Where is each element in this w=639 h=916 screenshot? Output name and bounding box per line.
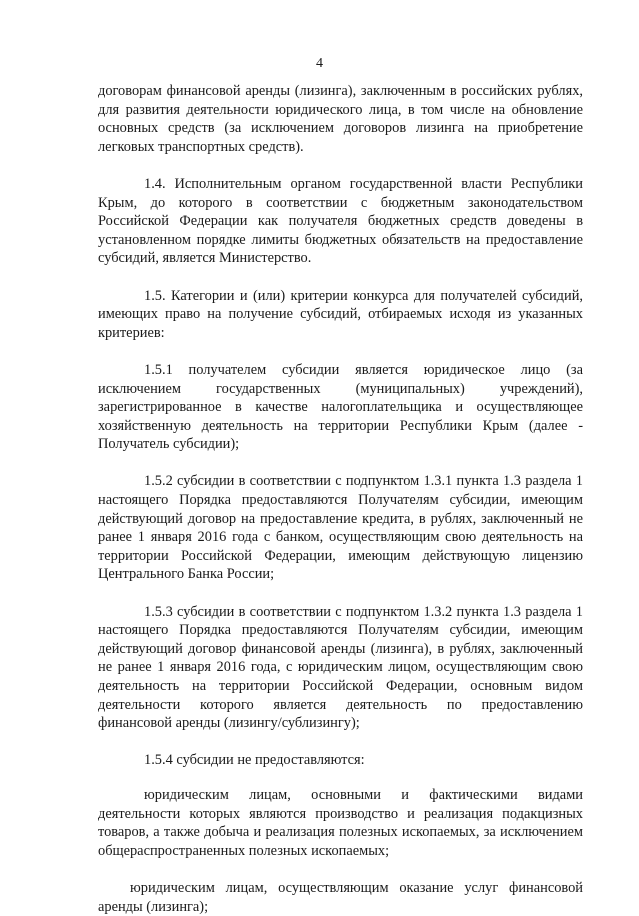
text-line: юридическим лицам, осуществляющим оказание услуг финансовой (130, 879, 583, 896)
text-line: деятельности которого является деятельность по предоставлению (98, 696, 583, 713)
text-line: договорам финансовой аренды (лизинга), заключенным в российских рублях, (98, 83, 583, 99)
paragraph-p6 (98, 751, 583, 770)
text-line: настоящего Порядка предоставляются Получателям субсидии, имеющим (98, 622, 583, 639)
text-line: 1.5.3 субсидии в соответствии с подпунктом 1.3.2 пункта 1.3 раздела 1 (144, 603, 583, 620)
text-line: Центрального Банка России; (98, 566, 275, 583)
paragraph-p2 (98, 287, 583, 343)
text-line: территории Российской Федерации, имеющим действующую лицензию (98, 547, 583, 564)
paragraph-p1 (98, 175, 583, 268)
text-line: критериев: (98, 324, 165, 341)
text-line: настоящего Порядка предоставляются Получателям субсидии, имеющим (98, 492, 583, 509)
text-line: товаров, а также добыча и реализация полезных ископаемых, за исключением (98, 824, 583, 841)
paragraph-p3 (98, 361, 583, 454)
text-line: общераспространенных полезных ископаемых; (98, 842, 390, 859)
paragraph-p5 (98, 603, 583, 733)
text-line: зарегистрированное в качестве налогоплательщика и осуществляющее (98, 399, 583, 416)
paragraph-gap (98, 156, 583, 175)
text-line: действующий договор на предоставление кредита, в рублях, заключенный не (98, 510, 583, 527)
text-line: для развития деятельности юридического лица, в том числе на обновление (98, 101, 583, 118)
text-line: Российской Федерации как получателя бюджетных средств доведены в (98, 213, 583, 230)
text-line: 1.4. Исполнительным органом государственной власти Республики (144, 175, 583, 192)
text-line: исключением государственных (муниципальных) учреждений), (98, 380, 583, 397)
paragraph-p4 (98, 472, 583, 584)
text-line: деятельность на территории Российской Федерации, основным видом (98, 678, 583, 694)
text-line: ранее 1 января 2016 года с банком, осуществляющим свою деятельность на (98, 529, 583, 546)
text-line: финансовой аренды (лизингу/сублизингу); (98, 715, 360, 732)
text-line: основных средств (за исключением договоров лизинга на приобретение (98, 120, 583, 137)
paragraph-gap (98, 584, 583, 603)
paragraph-gap (98, 454, 583, 473)
paragraph-p0 (98, 82, 583, 156)
text-line: аренды (лизинга); (98, 898, 209, 915)
text-line: Крым, до которого в соответствии с бюджетным законодательством (98, 194, 583, 211)
text-line: хозяйственную деятельность на территории Республики Крым (далее - (98, 417, 583, 434)
text-line: не ранее 1 января 2016 года, с юридическим лицом, осуществляющим свою (98, 659, 583, 676)
text-line: легковых транспортных средств). (98, 138, 304, 155)
paragraph-gap (98, 733, 583, 752)
text-line: Получатель субсидии); (98, 436, 240, 453)
text-line: юридическим лицам, основными и фактическими видами (144, 786, 583, 803)
paragraph-gap (98, 770, 583, 786)
text-line: действующий договор финансовой аренды (лизинга), в рублях, заключенный (98, 640, 583, 657)
page-number: 4 (316, 56, 323, 71)
text-line: 1.5.4 субсидии не предоставляются: (144, 752, 365, 769)
paragraph-gap (98, 860, 583, 879)
text-line: 1.5. Категории и (или) критерии конкурса для получателей субсидий, (144, 287, 583, 304)
text-line: 1.5.2 субсидии в соответствии с подпунктом 1.3.1 пункта 1.3 раздела 1 (144, 473, 583, 490)
text-line: субсидий, является Министерство. (98, 250, 312, 267)
text-line: имеющих право на получение субсидий, отбираемых исходя из указанных (98, 306, 583, 323)
paragraph-p7 (98, 786, 583, 860)
text-line: установленном порядке лимиты бюджетных обязательств на предоставление (98, 231, 583, 248)
document-body (98, 82, 583, 916)
paragraph-gap (98, 268, 583, 287)
paragraph-p8 (98, 879, 583, 916)
paragraph-gap (98, 342, 583, 361)
text-line: деятельности которых являются производство и реализация подакцизных (98, 805, 583, 822)
text-line: 1.5.1 получателем субсидии является юридическое лицо (за (144, 361, 583, 378)
